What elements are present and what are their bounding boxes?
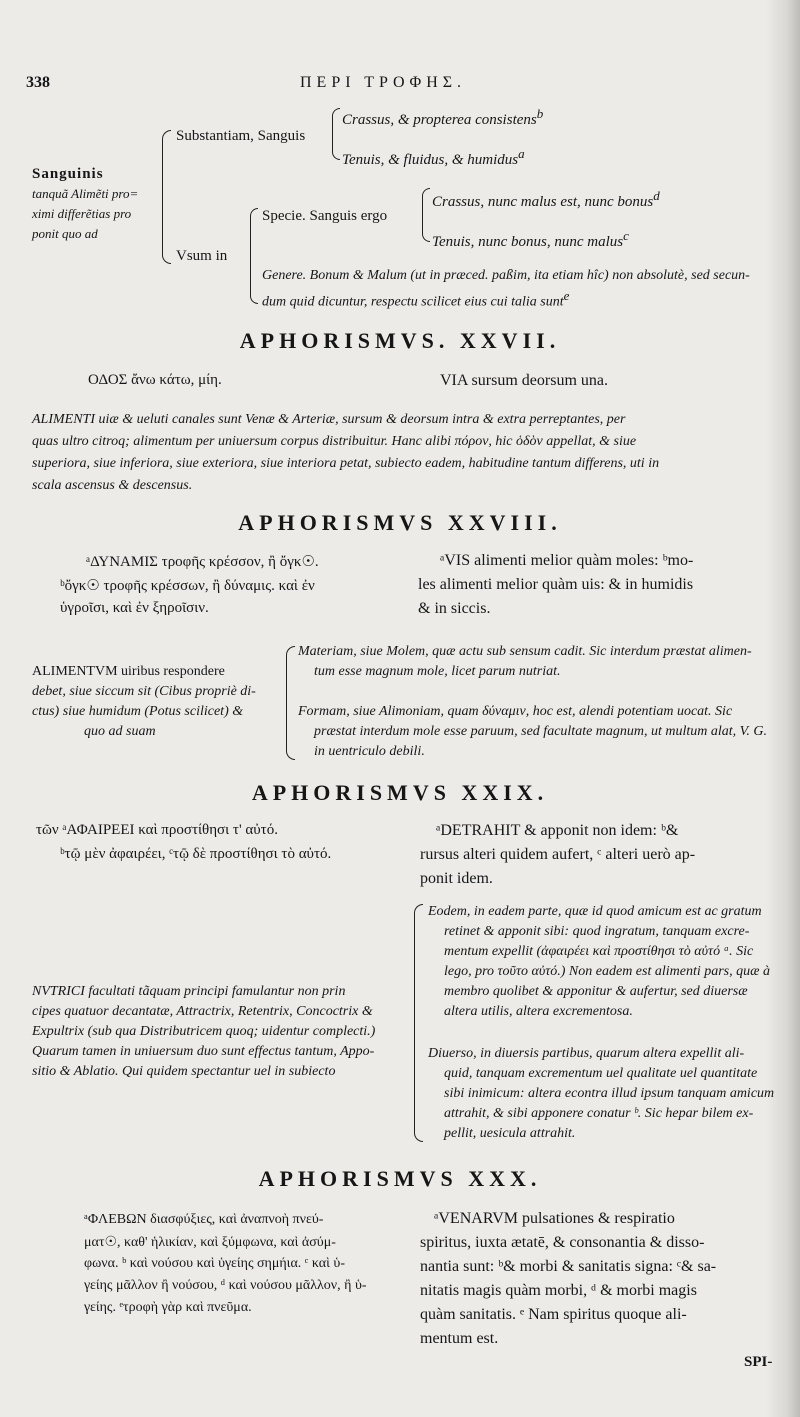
aphorism-28-greek-line: ᵃΔΥΝΑΜΙΣ τροφῆς κρέσσον, ἢ ὄγκ☉. <box>86 554 319 570</box>
sanguinis-left-line-4: ponit quo ad <box>32 226 98 241</box>
aphorism-28-latin-line: & in siccis. <box>418 600 491 617</box>
diuerso-line: quid, tanquam excrementum uel qualitate uel quantitate <box>444 1066 758 1081</box>
aphorism-28-latin-line: les alimenti melior quàm uis: & in humidis <box>418 576 694 593</box>
aphorism-27-latin: VIA sursum deorsum una. <box>440 372 608 389</box>
nutrici-line: sitio & Ablatio. Qui quidem spectantur uel in subiecto <box>32 1064 336 1079</box>
genere-line-2: dum quid dicuntur, respectu scilicet eius cui talia sunt$^e$ <box>262 288 570 310</box>
specie-label: Specie. Sanguis ergo <box>262 208 388 224</box>
alimentum-left-line-2: debet, siue siccum sit (Cibus propriè di- <box>32 684 256 699</box>
crassus-malus: Crassus, nunc malus est, nunc bonus$^d$ <box>432 188 660 210</box>
eodem-line: retinet & apponit sibi: quod ingratum, tanquam excre- <box>444 924 750 939</box>
aphorism-28-heading: APHORISMVS XXVIII. <box>238 510 562 535</box>
page-gutter-shadow <box>766 0 800 1417</box>
aphorism-29-heading: APHORISMVS XXIX. <box>251 780 549 805</box>
alimentum-left-line-1: ALIMENTVM uiribus respondere <box>32 664 225 679</box>
diuerso-line: pellit, uesicula attrahit. <box>444 1126 576 1141</box>
formam-line: in uentriculo debili. <box>314 744 425 759</box>
alimentum-left-line-4: quo ad suam <box>84 724 156 739</box>
aphorism-27-heading: APHORISMVS. XXVII. <box>239 328 561 353</box>
eodem-line: Eodem, in eadem parte, quæ id quod amicum est ac gratum <box>428 904 762 919</box>
aphorism-30-heading: APHORISMVS XXX. <box>258 1166 542 1191</box>
running-title: ΠΕΡΙ ΤΡΟΦΗΣ. <box>300 74 467 91</box>
nutrici-line: Expultrix (sub qua Distributricem quoq; uidentur complecti.) <box>32 1024 376 1039</box>
aphorism-29-greek-line: ᵇτῷ μὲν ἀφαιρέει, ᶜτῷ δὲ προστίθησι τὸ αὐτό. <box>60 846 332 862</box>
aphorism-27-comment-line: scala ascensus & descensus. <box>32 478 193 493</box>
main-brace <box>162 130 171 264</box>
usum-brace <box>250 208 258 304</box>
nutrici-line: NVTRICI facultati tãquam principi famulantur non prin <box>32 984 346 999</box>
substantiam-label: Substantiam, Sanguis <box>176 128 306 144</box>
aphorism-28-greek-line: ᵇὄγκ☉ τροφῆς κρέσσων, ἢ δύναμις. καὶ ἐν <box>60 578 315 594</box>
specie-brace <box>422 188 430 242</box>
aphorism-30-latin-line: mentum est. <box>420 1330 499 1347</box>
usum-label: Vsum in <box>176 248 228 264</box>
aphorism-30-latin-line: ᵃVENARVM pulsationes & respiratio <box>434 1210 675 1227</box>
catchword: SPI- <box>744 1354 773 1370</box>
diuerso-line: Diuerso, in diuersis partibus, quarum altera expellit ali- <box>428 1046 745 1061</box>
genere-line-1: Genere. Bonum & Malum (ut in præced. paßim, ita etiam hîc) non absolutè, sed secun- <box>262 268 750 283</box>
eodem-line: lego, pro τοῦτο αὐτό.) Non eadem est alimenti pars, quæ à <box>444 964 770 979</box>
aphorism-29-latin-line: ᵃDETRAHIT & apponit non idem: ᵇ& <box>436 822 679 839</box>
sanguinis-left-line-1: Sanguinis <box>32 166 104 182</box>
nutrici-line: Quarum tamen in uniuersum duo sunt effectus tantum, Appo- <box>32 1044 375 1059</box>
aphorism-30-greek-line: ᵃΦΛΕΒΩΝ διασφύξιες, καὶ ἀναπνοὴ πνεύ- <box>84 1212 324 1227</box>
aphorism-30-greek-line: ματ☉, καθ' ἡλικίαν, καὶ ξύμφωνα, καὶ ἀσύμ- <box>84 1235 336 1250</box>
aphorism-30-greek-line: φωνα. ᵇ καὶ νούσου καὶ ὑγείης σημήια. ᶜ καὶ ὑ- <box>84 1256 345 1271</box>
materiam-line: Materiam, siue Molem, quæ actu sub sensum cadit. Sic interdum præstat alimen- <box>298 644 752 659</box>
sanguinis-left-line-3: ximi differẽtias pro <box>32 206 132 221</box>
aphorism-30-latin-line: quàm sanitatis. ᵉ Nam spiritus quoque ali- <box>420 1306 687 1323</box>
tenuis-humidus: Tenuis, & fluidus, & humidus$^a$ <box>342 146 525 168</box>
eodem-line: altera utilis, altera excrementosa. <box>444 1004 633 1019</box>
aphorism-30-latin-line: nitatis magis quàm morbi, ᵈ & morbi magis <box>420 1282 697 1299</box>
sanguinis-left-line-2: tanquã Alimẽti pro= <box>32 186 139 201</box>
aphorism-27-comment-line: superiora, siue inferiora, siue exteriora, siue interiora petat, subiecto eadem, habitudine tantum differens, uti in <box>32 456 660 471</box>
nutrici-brace <box>414 904 423 1142</box>
aphorism-29-latin-line: ponit idem. <box>420 870 493 887</box>
page-number: 338 <box>26 74 50 91</box>
tenuis-bonus: Tenuis, nunc bonus, nunc malus$^c$ <box>432 228 629 250</box>
aphorism-29-latin-line: rursus alteri quidem aufert, ᶜ alteri uerò ap- <box>420 846 696 863</box>
formam-line: Formam, siue Alimoniam, quam δύναμιν, hoc est, alendi potentiam uocat. Sic <box>298 704 733 719</box>
alimentum-brace <box>286 646 295 760</box>
aphorism-30-latin-line: spiritus, iuxta ætatē, & consonantia & disso- <box>420 1234 705 1251</box>
substantiam-brace <box>332 108 340 160</box>
aphorism-30-latin-line: nantia sunt: ᵇ& morbi & sanitatis signa: ᶜ& sa- <box>420 1258 717 1275</box>
formam-line: præstat interdum mole esse paruum, sed facultate magnum, ut multum alat, V. G. <box>314 724 768 739</box>
materiam-line: tum esse magnum mole, licet parum nutriat. <box>314 664 561 679</box>
nutrici-line: cipes quatuor decantatæ, Attractrix, Retentrix, Concoctrix & <box>32 1004 373 1019</box>
eodem-line: mentum expellit (ἀφαιρέει καὶ προστίθησι τὸ αὐτό ᵃ. Sic <box>444 944 754 959</box>
aphorism-28-greek-line: ὑγροῖσι, καὶ ἐν ξηροῖσιν. <box>60 600 209 616</box>
aphorism-30-greek-line: γείης. ᵉτροφὴ γὰρ καὶ πνεῦμα. <box>84 1300 252 1315</box>
aphorism-27-comment-line: quas ultro citroq; alimentum per uniuersum corpus distribuitur. Hanc alibi πόρον, hic ὁδὸν appellat, & siue <box>32 434 637 449</box>
aphorism-29-greek-line: τῶν ᵃΑΦΑΙΡΕΕΙ καὶ προστίθησι τ' αὐτό. <box>36 822 278 838</box>
aphorism-27-comment-line: ALIMENTI uiæ & ueluti canales sunt Venæ & Arteriæ, sursum & deorsum intra & extra perreptantes, per <box>32 412 626 427</box>
eodem-line: membro quolibet & apponitur & aufertur, sed diuersæ <box>444 984 748 999</box>
aphorism-30-greek-line: γείης μᾶλλον ἢ νούσου, ᵈ καὶ νούσου μᾶλλον, ἢ ὑ- <box>84 1278 367 1293</box>
aphorism-28-latin-line: ᵃVIS alimenti melior quàm moles: ᵇmo- <box>440 552 694 569</box>
diuerso-line: sibi inimicum: altera econtra illud ipsum tanquam amicum <box>444 1086 775 1101</box>
crassus-consistens: Crassus, & propterea consistens$^b$ <box>342 106 544 128</box>
aphorism-27-greek: ΟΔΟΣ ἄνω κάτω, μίη. <box>88 372 222 388</box>
alimentum-left-line-3: ctus) siue humidum (Potus scilicet) & <box>32 704 244 719</box>
diuerso-line: attrahit, & sibi apponere conatur ᵇ. Sic hepar bilem ex- <box>444 1106 754 1121</box>
